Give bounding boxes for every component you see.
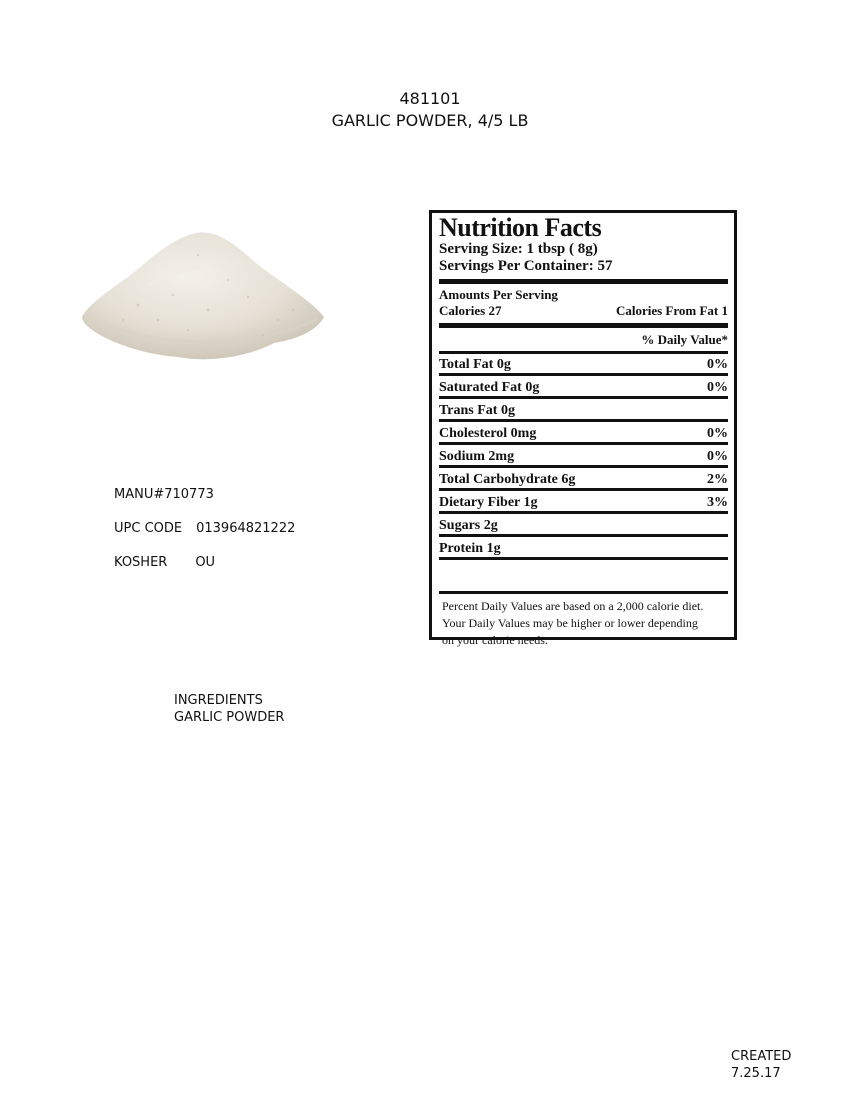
nutrient-name: Saturated Fat 0g <box>439 380 540 395</box>
nutrient-row <box>439 471 728 491</box>
kosher-label: KOSHER <box>114 555 168 570</box>
divider <box>439 279 728 284</box>
product-name: GARLIC POWDER, 4/5 LB <box>331 111 529 130</box>
created-label: CREATED <box>731 1049 792 1064</box>
nutrient-row <box>439 356 728 376</box>
created-info <box>731 1048 791 1082</box>
divider <box>439 323 728 328</box>
nutrient-dv: 2% <box>707 472 728 487</box>
ingredients-section <box>174 692 284 726</box>
nutrient-name: Total Fat 0g <box>439 357 511 372</box>
garlic-powder-image <box>78 225 328 365</box>
nutrition-facts-label <box>429 210 737 647</box>
nutrient-row <box>439 540 728 560</box>
nutrient-dv: 0% <box>707 380 728 395</box>
servings-per-container: Servings Per Container: 57 <box>439 258 613 274</box>
divider <box>439 351 728 354</box>
divider <box>439 591 728 594</box>
nutrient-dv: 0% <box>707 357 728 372</box>
nutrient-name: Trans Fat 0g <box>439 403 515 418</box>
kosher-value: OU <box>195 555 216 570</box>
kosher-info <box>114 555 215 570</box>
footnote-line: Your Daily Values may be higher or lower depending <box>442 616 698 630</box>
ingredients-heading: INGREDIENTS <box>174 693 263 708</box>
ingredients-text: GARLIC POWDER <box>174 710 285 725</box>
nutrient-row <box>439 425 728 445</box>
nutrient-name: Sugars 2g <box>439 518 498 533</box>
calories-from-fat: Calories From Fat 1 <box>615 303 728 318</box>
serving-size: Serving Size: 1 tbsp ( 8g) <box>439 241 598 257</box>
footnote-line: on your calorie needs. <box>442 633 548 647</box>
daily-value-header: % Daily Value* <box>641 332 728 347</box>
calories-row <box>439 303 728 319</box>
nutrient-name: Cholesterol 0mg <box>439 426 537 441</box>
spacer <box>439 560 728 589</box>
nutrient-name: Sodium 2mg <box>439 449 515 464</box>
created-date: 7.25.17 <box>731 1066 781 1081</box>
footnote-line: Percent Daily Values are based on a 2,000 calorie diet. <box>442 599 704 613</box>
nutrient-name: Total Carbohydrate 6g <box>439 472 576 487</box>
nutrient-name: Dietary Fiber 1g <box>439 495 538 510</box>
nutrient-row <box>439 448 728 468</box>
footnote <box>439 598 728 649</box>
manufacturer-number: MANU#710773 <box>114 487 214 502</box>
garlic-powder-pile-icon <box>78 225 328 365</box>
item-number: 481101 <box>399 89 461 108</box>
nutrient-name: Protein 1g <box>439 541 501 556</box>
nutrient-row <box>439 379 728 399</box>
nutrient-list <box>439 356 728 560</box>
upc-label: UPC CODE <box>114 521 183 536</box>
nutrition-title: Nutrition Facts <box>439 213 602 242</box>
nutrient-dv: 0% <box>707 449 728 464</box>
upc-code <box>114 521 295 536</box>
nutrient-dv: 0% <box>707 426 728 441</box>
calories: Calories 27 <box>439 303 502 318</box>
nutrient-row <box>439 402 728 422</box>
nutrient-row <box>439 517 728 537</box>
nutrient-row <box>439 494 728 514</box>
amounts-per-serving: Amounts Per Serving <box>439 287 558 302</box>
nutrient-dv: 3% <box>707 495 728 510</box>
page-header <box>0 88 850 132</box>
upc-value: 013964821222 <box>196 521 296 536</box>
